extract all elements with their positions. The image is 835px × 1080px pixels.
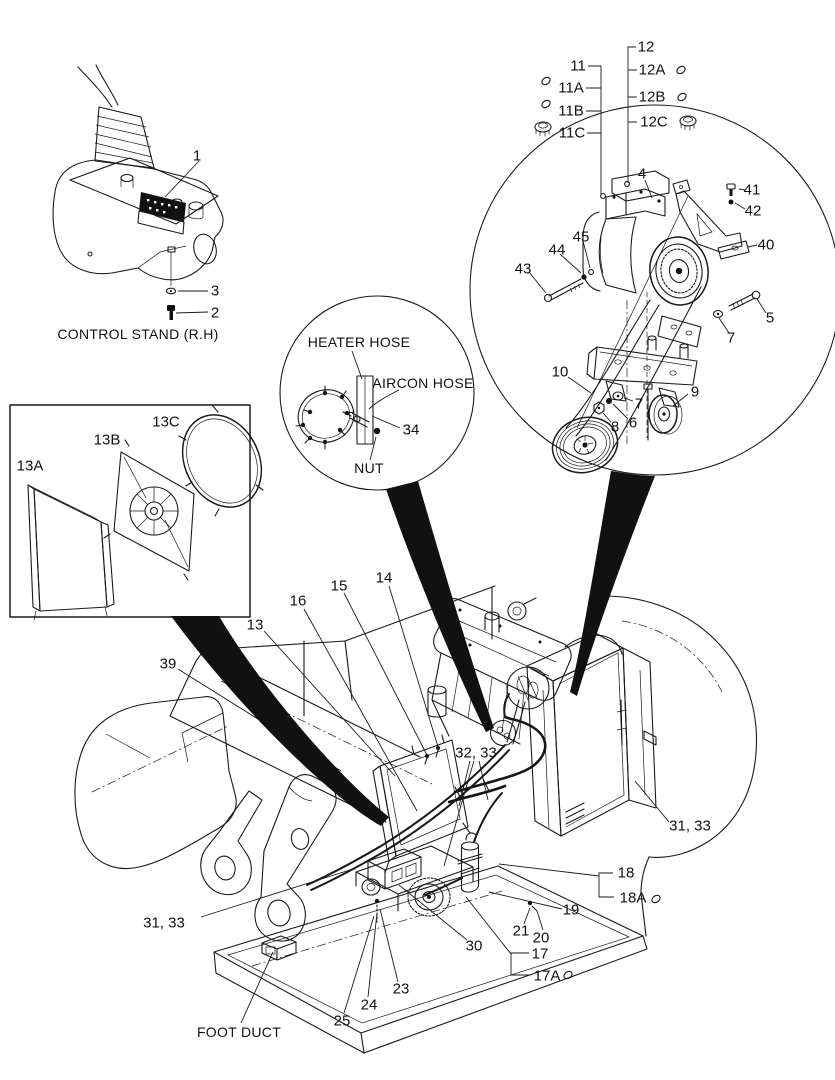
callout-14: 14 [375,569,393,587]
callout-23: 23 [392,980,410,998]
callout-25: 25 [333,1012,351,1030]
callout-34: 34 [402,421,420,439]
bracket-drawing [673,180,749,259]
callout-45: 45 [572,228,590,246]
callout-42: 42 [744,202,762,220]
callout-12c: 12C [640,113,668,131]
callout-20: 20 [532,929,550,947]
callout-31-33-right: 31, 33 [669,817,711,835]
label-heater-hose: HEATER HOSE [307,334,411,350]
callout-30: 30 [465,937,483,955]
callout-10: 10 [551,363,569,381]
callout-13b: 13B [93,431,121,449]
cap-icon-11c [535,122,551,137]
oring-icon-12b [676,92,687,102]
label-foot-duct: FOOT DUCT [196,1024,282,1040]
oring-icon-17a [562,970,573,980]
callout-24: 24 [360,996,378,1014]
callout-17: 17 [531,945,549,963]
cap-icon-12c [680,116,696,131]
callout-44: 44 [548,241,566,259]
callout-11c: 11C [558,124,586,142]
oring-icon-12a [675,65,686,75]
pointer-wedges [171,471,655,826]
callout-39: 39 [159,655,177,673]
callout-19: 19 [562,901,580,919]
belt-pulleys-drawing [545,196,701,481]
callout-4: 4 [637,165,647,183]
callout-7-lower: 7 [634,395,644,413]
callout-15: 15 [330,577,348,595]
callout-11: 11 [570,57,586,75]
label-aircon-hose: AIRCON HOSE [372,375,474,391]
callout-21: 21 [512,922,530,940]
cooler-box-drawing [10,402,276,620]
callout-2: 2 [210,304,220,322]
compressor-drawing [583,171,712,309]
callout-12: 12 [637,38,655,56]
callout-9: 9 [690,383,700,401]
callout-16: 16 [289,592,307,610]
callout-6: 6 [628,414,638,432]
callout-43: 43 [514,260,532,278]
radiator-drawing [527,634,656,836]
callout-32-33: 32, 33 [455,744,497,762]
callout-41: 41 [743,181,761,199]
callout-13a: 13A [16,457,44,475]
callout-12a: 12A [638,61,666,79]
callout-7-upper: 7 [726,329,736,347]
label-nut: NUT [354,460,384,476]
callout-8: 8 [610,418,620,436]
callout-40: 40 [757,236,775,254]
callout-13c: 13C [152,413,180,431]
callout-11b: 11B [558,102,584,120]
callout-11a: 11A [558,79,584,97]
flange-bolts [296,386,354,449]
callout-13: 13 [246,616,264,634]
callout-17a: 17A [533,967,561,985]
control-stand-drawing [53,65,223,320]
callout-5: 5 [765,309,775,327]
main-machine-drawing [75,586,757,1053]
callout-18a: 18A [619,889,647,907]
callout-12b: 12B [638,88,666,106]
callout-1: 1 [192,147,202,165]
oring-icon-11b [540,99,551,109]
control-stand-caption: CONTROL STAND (R.H) [57,326,219,342]
oring-icon-11a [540,76,551,86]
oring-icon-18a [650,894,661,904]
callout-3: 3 [210,282,220,300]
callout-18: 18 [617,864,635,882]
callout-31-33-left: 31, 33 [143,914,185,932]
